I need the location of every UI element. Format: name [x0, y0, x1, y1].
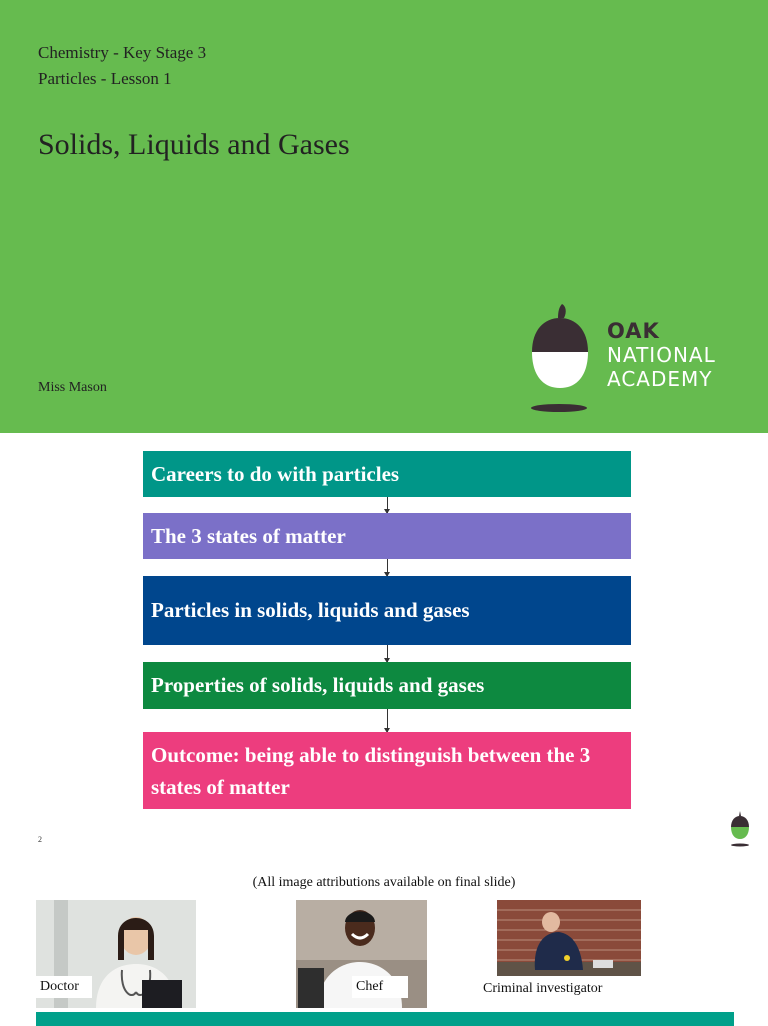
chef-photo	[296, 900, 427, 1008]
outline-step-particles: Particles in solids, liquids and gases	[143, 576, 631, 645]
slide-number: 2	[38, 835, 42, 844]
criminal-investigator-caption: Criminal investigator	[483, 981, 603, 996]
criminal-investigator-photo	[497, 900, 641, 976]
outline-step-outcome: Outcome: being able to distinguish between the 3 states of matter	[143, 732, 631, 809]
course-label: Chemistry - Key Stage 3	[38, 43, 207, 62]
acorn-small-icon	[729, 810, 751, 848]
logo-line-oak: OAK	[607, 319, 660, 343]
title-slide	[0, 0, 768, 433]
outline-step-states: The 3 states of matter	[143, 513, 631, 559]
oak-logo-wordmark	[607, 319, 716, 391]
lesson-label: Particles - Lesson 1	[38, 69, 172, 88]
doctor-photo	[36, 900, 196, 1008]
acorn-logo-icon	[526, 300, 594, 416]
attribution-note: (All image attributions available on final slide)	[252, 875, 516, 890]
connector-arrow	[387, 645, 388, 662]
outline-step-properties: Properties of solids, liquids and gases	[143, 662, 631, 709]
investigator-illustration	[497, 900, 641, 976]
logo-line-academy: ACADEMY	[607, 367, 713, 391]
connector-arrow	[387, 559, 388, 576]
outline-step-careers: Careers to do with particles	[143, 451, 631, 497]
connector-arrow	[387, 709, 388, 732]
lesson-outline-slide	[0, 433, 768, 863]
chef-caption: Chef	[352, 976, 408, 998]
connector-arrow	[387, 497, 388, 513]
doctor-caption: Doctor	[36, 976, 92, 998]
logo-line-national: NATIONAL	[607, 343, 716, 367]
teacher-name: Miss Mason	[38, 380, 107, 395]
careers-slide	[0, 863, 768, 1024]
slide-title: Solids, Liquids and Gases	[38, 128, 350, 161]
